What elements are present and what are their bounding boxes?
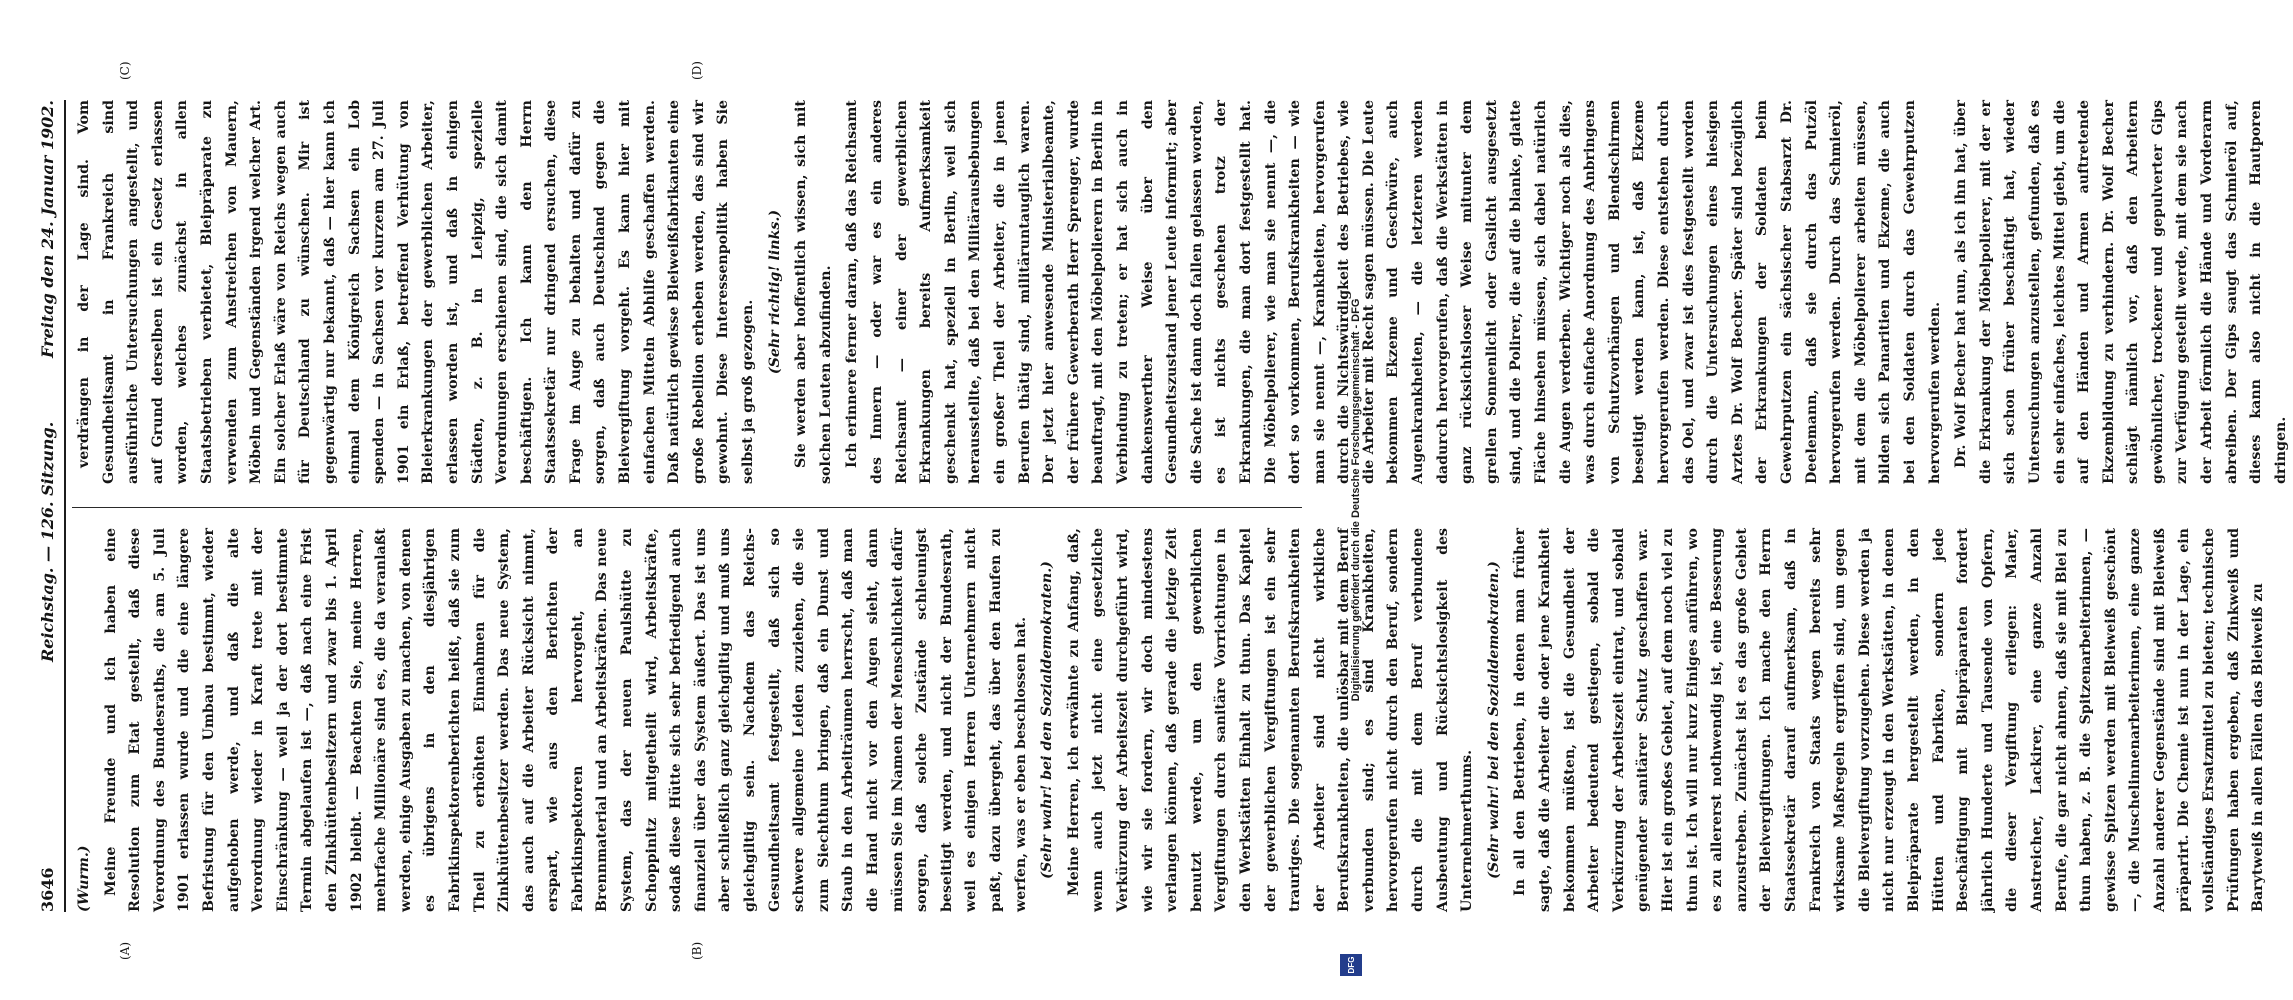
- interjection: (Sehr richtig! links.): [766, 209, 783, 375]
- paragraph: Dr. Wolf Becher hat nun, als ich ihn hat, über die Erkrankung der Möbelpolierer, mit der er sich schon früher beschäftigt hat, wieder Untersuchungen anzustellen, gefunden, daß es ein sehr einfaches, leichtes Mittel giebt, um die auf den Händen und Armen auftretende Ekzembildung zu verhindern. Dr. Wolf Becher schlägt nämlich vor, daß den Arbeitern gewöhnlicher, trockener und gepulverter Gips zur Verfügung gestellt werde, mit dem sie nach der Arbeit förmlich die Hände und Vorderarm abreiben. Der Gips saugt das Schmieröl auf, dieses kann also nicht in die Hautporen dringen.: [1953, 100, 2289, 484]
- date-title: Freitag den 24. Januar 1902.: [38, 100, 57, 358]
- right-column: [72, 100, 2289, 484]
- paragraph: Sie werden aber hoffentlich wissen, sich mit solchen Leuten abzufinden.: [793, 100, 834, 484]
- speaker-name: (Wurm.): [76, 845, 92, 912]
- page-header: [20, 100, 66, 912]
- paragraph: Meine Freunde und ich haben eine Resolution zum Etat gestellt, daß diese Verordnung des Bundesraths, die am 5. Juli 1901 erlassen wurde und die eine längere Befristung für den Umbau bestimmt, wieder aufgehoben werde, und daß die alte Verordnung wieder in Kraft trete mit der Einschränkung — weil ja der dort bestimmte Termin abgelaufen ist —, daß nach eine Frist den Zinkhüttenbesitzern und zwar bis 1. April 1902 bleibt. — Beachten Sie, meine Herren, mehrfache Millionäre sind es, die da veranlaßt werden, einige Ausgaben zu machen, von denen es übrigens in den diesjährigen Fabrikinspektorenberichten heißt, daß sie zum Theil zu erhöhten Einnahmen für die Zinkhüttenbesitzer werden. Das neue System, das auch auf die Arbeiter Rücksicht nimmt, erspart, wie aus den Berichten der Fabrikinspektoren hervorgeht, an Brennmaterial und an Arbeitskräften. Das neue System, das der neuen Paulshütte zu Schoppinitz mitgetheilt wird, Arbeitskräfte, sodaß diese Hütte sich sehr befriedigend auch finanziell über das System äußert. Das ist uns aber schließlich ganz gleichgiltig und muß uns gleichgiltig sein. Nachdem das Reichs-Gesundheitsamt festgestellt, daß sich so schwere allgemeine Leiden zuziehen, die sie zum Siechthum bringen, daß ein Dunst und Staub in den Arbeiträumen herrscht, daß man die Hand nicht vor den Augen sieht, dann müssen Sie im Namen der Menschlichkeit dafür sorgen, daß solche Zustände schleunigst beseitigt werden, und nicht der Bundesrath, weil es einigen Herren Unternehmern nicht paßt, dazu übergeht, das über den Haufen zu werfen, was er eben beschlossen hat.: [102, 528, 1029, 912]
- margin-mark-d: (D): [690, 61, 704, 80]
- session-title: Reichstag. — 126. Sitzung.: [38, 421, 57, 662]
- paragraph: verdrängen in der Lage sind. Vom Gesundheitsamt in Frankreich sind ausführliche Untersuchungen angestellt, und auf Grund derselben ist ein Gesetz erlassen worden, welches zunächst in allen Staatsbetrieben verbietet, Bleipräparate zu verwenden zum Anstreichen von Mauern, Möbeln und Gegenständen irgend welcher Art. Ein solcher Erlaß wäre von Reichs wegen auch für Deutschland zu wünschen. Mir ist gegenwärtig nur bekannt, daß — hier kann ich einmal dem Königreich Sachsen ein Lob spenden — in Sachsen vor kurzem am 27. Juli 1901 ein Erlaß, betreffend Verhütung von Bleierkrankungen der gewerblichen Arbeiter, erlassen worden ist, und daß in einigen Städten, z. B. in Leipzig, spezielle Verordnungen erschienen sind, die sich damit beschäftigen. Ich kann den Herrn Staatssekretär nur dringend ersuchen, diese Frage im Auge zu behalten und dafür zu sorgen, daß auch Deutschland gegen die Bleivergiftung vorgeht. Es kann hier mit einfachen Mitteln Abhilfe geschaffen werden. Daß natürlich gewisse Bleiweißfabrikanten eine große Rebellion erheben werden, das sind wir gewohnt. Diese Interessenpolitik haben Sie selbst ja groß gezogen.: [76, 100, 757, 484]
- paragraph: Meine Herren, ich erwähnte zu Anfang, daß, wenn auch jetzt nicht eine gesetzliche Verkürzung der Arbeitszeit durchgeführt wird, wie wir sie fordern, wir doch mindestens verlangen können, daß gerade die jetzige Zeit benutzt werde, um den gewerblichen Vergiftungen durch sanitäre Vorrichtungen in den Werkstätten Einhalt zu thun. Das Kapitel der gewerblichen Vergiftungen ist ein sehr trauriges. Die sogenannten Berufskrankheiten der Arbeiter sind nicht wirkliche Berufskrankheiten, die unlösbar mit dem Beruf verbunden sind; es sind Krankheiten, hervorgerufen nicht durch den Beruf, sondern durch die mit dem Beruf verbundene Ausbeutung und Rücksichtslosigkeit des Unternehmerthums.: [1065, 528, 1476, 912]
- dfg-logo: DFG: [1340, 954, 1362, 976]
- left-column: [72, 528, 2267, 912]
- interjection: (Sehr wahr! bei den Sozialdemokraten.): [1485, 561, 1502, 879]
- margin-mark-c: (C): [118, 61, 132, 80]
- digitization-note: Digitalisierung gefördert durch die Deutsche Forschungsgemeinschaft - DFG: [1350, 298, 1362, 702]
- margin-mark-b: (B): [690, 941, 704, 960]
- column-divider: [72, 507, 1302, 508]
- interjection: (Sehr wahr! bei den Sozialdemokraten.): [1039, 561, 1056, 879]
- paragraph: Ich erinnere ferner daran, daß das Reichsamt des Innern — oder war es ein anderes Reichsamt — einer der gewerblichen Erkrankungen bereits Aufmerksamkeit geschenkt hat, speziell in Berlin, weil sich herausstellte, daß bei den Militärausbebungen ein großer Theil der Arbeiter, die in jenen Berufen thätig sind, militäruntauglich waren. Der jetzt hier anwesende Ministerialbeamte, der frühere Gewerberath Herr Sprenger, wurde beauftragt, mit den Möbelpolierern in Berlin in Verbindung zu treten; er hat sich auch in dankenswerther Weise über den Gesundheitszustand jener Leute informirt; aber die Sache ist dann doch fallen gelassen worden, es ist nichts geschehen trotz der Erkrankungen, die man dort festgestellt hat. Die Möbelpolierer, wie man sie nennt —, die dort so vorkommen, Berufskrankheiten — wie man sie nennt —, Krankheiten, hervorgerufen durch die Nichtswürdigkeit des Betriebes, wie die Arbeiter mit Recht sagen müssen. Die Leute bekommen Ekzeme und Geschwüre, auch Augenkrankheiten, — die letzteren werden dadurch hervorgerufen, daß die Werkstätten in ganz rücksichtsloser Weise mitunter dem grellen Sonnenlicht oder Gaslicht ausgesetzt sind, und die Polirer, die auf die blanke, glatte Fläche hinsehen müssen, sich dabei natürlich die Augen verderben. Wichtiger noch als dies, was durch einfache Anordnung des Anbringens von Schutzvorhängen und Blendschirmen beseitigt werden kann, ist, daß Ekzeme hervorgerufen werden. Diese entstehen durch das Oel, und zwar ist dies festgestellt worden durch die Untersuchungen eines hiesigen Arztes Dr. Wolf Becher. Später sind bezüglich der Erkrankungen der Soldaten beim Gewehrputzen ein sächsischer Stabsarzt Dr. Deelemann, daß sie durch das Putzöl hervorgerufen werden. Durch das Schmieröl, mit dem die Möbelpolierer arbeiten müssen, bilden sich Panaritien und Ekzeme, die auch bei den Soldaten durch das Gewehrputzen hervorgerufen werden.: [844, 100, 1943, 484]
- margin-mark-a: (A): [118, 941, 132, 960]
- page-number: 3646: [38, 867, 57, 912]
- paragraph: In all den Betrieben, in denen man früher sagte, daß die Arbeiter die oder jene Krankheit bekommen müßten, ist die Gesundheit der Arbeiter bedeutend gestiegen, sobald die Verkürzung der Arbeitszeit eintrat, und sobald genügender sanitärer Schutz geschaffen war. Hier ist ein großes Gebiet, auf dem noch viel zu thun ist. Ich will nur kurz Einiges anführen, wo es zu allererst nothwendig ist, eine Besserung anzustreben. Zunächst ist es das große Gebiet der Bleivergiftungen. Ich mache den Herrn Staatssekretär darauf aufmerksam, daß in Frankreich von Staats wegen bereits sehr wirksame Maßregeln ergriffen sind, um gegen die Bleivergiftung vorzugehen. Diese werden ja nicht nur erzeugt in den Werkstätten, in denen Bleipräparate hergestellt werden, in den Hütten und Fabriken, sondern jede Beschäftigung mit Bleipräparaten fordert jährlich Hunderte und Tausende von Opfern, die dieser Vergiftung erliegen: Maler, Anstreicher, Lackirer, eine ganze Anzahl Berufe, die gar nicht ahnen, daß sie mit Blei zu thun haben, z. B. die Spitzenarbeiterinnen, — gewisse Spitzen werden mit Bleiweiß geschönt —, die Muschelinnenarbeiterinnen, eine ganze Anzahl anderer Gegenstände sind mit Bleiweiß präparirt. Die Chemie ist nun in der Lage, ein vollständiges Ersatzmittel zu bieten; technische Prüfungen haben ergeben, daß Zinkweiß und Barytweiß in allen Fällen das Bleiweiß zu: [1512, 528, 2267, 912]
